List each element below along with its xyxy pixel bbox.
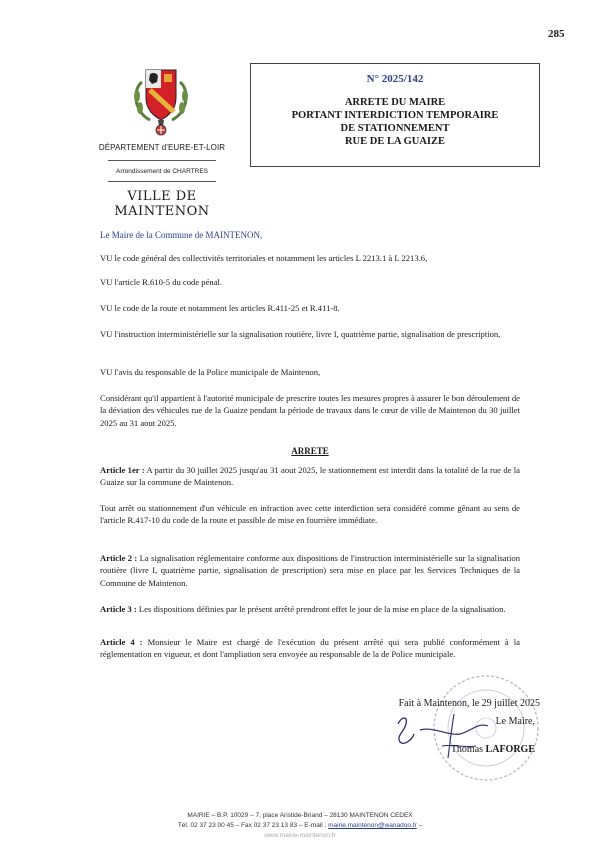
signature-role: Le Maire, [495, 716, 535, 727]
article-text: Les dispositions définies par le présent arrêté prendront effet le jour de la mise en place de la signalisation. [136, 604, 506, 614]
section-title: ARRETE [291, 446, 329, 456]
article-1-continued [100, 502, 520, 527]
department-name: DÉPARTEMENT d'EURE-ET-LOIR [98, 143, 226, 152]
vu-paragraph: VU le code général des collectivités territoriales et notamment les articles L 2213.1 à L 2213.6, [100, 253, 428, 263]
handwritten-signature [392, 706, 502, 764]
vu-paragraph: VU l'instruction interministérielle sur la signalisation routière, livre I, quatrième partie, signalisation de prescription, [100, 329, 501, 339]
article-4 [100, 636, 520, 661]
footer-email-link[interactable]: mairie.maintenon@wanadoo.fr [328, 822, 417, 829]
title-line: DE STATIONNEMENT [340, 123, 450, 134]
town-name-line1: VILLE DE [127, 189, 197, 204]
article-3 [100, 603, 520, 615]
title-line: RUE DE LA GUAIZE [344, 136, 446, 147]
page-number: 285 [548, 28, 565, 40]
signatory-name [380, 744, 535, 755]
footer-contact [60, 822, 540, 829]
vu-paragraph: VU le code de la route et notamment les articles R.411-25 et R.411-8. [100, 303, 340, 313]
article-2 [100, 552, 520, 589]
vu-paragraph: VU l'article R.610-5 du code pénal. [100, 277, 223, 287]
article-text: Monsieur le Maire est chargé de l'exécution du présent arrêté qui sera publié conformément à la réglementation en vigueur, et dont l'ampliation sera envoyée au responsable de la de Police municipale. [100, 637, 520, 660]
intro-line: Le Maire de la Commune de MAINTENON, [100, 230, 263, 240]
article-text: Tout arrêt ou stationnement d'un véhicule en infraction avec cette interdiction sera considéré comme gênant au sens de l'article R.417-10 du code de la route et passible de mise en fourrière immédiate. [100, 503, 520, 526]
article-1 [100, 464, 520, 489]
town-name-line2: MAINTENON [114, 204, 210, 219]
divider [108, 181, 216, 182]
signature-place-date: Fait à Maintenon, le 29 juillet 2025 [398, 698, 540, 709]
decree-number: N° 2025/142 [366, 73, 424, 85]
article-label: Article 4 : [100, 637, 143, 647]
title-line: PORTANT INTERDICTION TEMPORAIRE [291, 110, 499, 121]
footer-phone-fax: Tél. 02 37 23 00 45 – Fax 02 37 23 13 83 – E-mail : [177, 822, 329, 829]
footer-separator: – [416, 822, 423, 829]
divider [108, 160, 216, 161]
signatory-first-name: Thomas [450, 744, 486, 755]
title-box [250, 63, 540, 167]
footer-website-link[interactable]: www.mairie-maintenon.fr [264, 832, 336, 839]
considerant-paragraph: Considérant qu'il appartient à l'autorité municipale de prescrire toutes les mesures propres à assurer le bon déroulement de la déviation des véhicules rue de la Guaize pendant la période de travaux dans le cœur de ville de Maintenon du 30 juillet 2025 au 31 aout 2025. [100, 393, 520, 428]
arrondissement-name: Arrondissement de CHARTRES [116, 168, 208, 175]
article-label: Article 2 : [100, 553, 138, 563]
vu-paragraph: VU l'avis du responsable de la Police municipale de Maintenon, [100, 367, 321, 377]
footer-address: MAIRIE – B.P. 10029 – 7, place Aristide-Briand – 28130 MAINTENON CEDEX [187, 812, 413, 819]
article-label: Article 3 : [100, 604, 137, 614]
article-text: La signalisation réglementaire conforme aux dispositions de l'instruction interministérielle sur la signalisation routière (livre I, quatrième partie, signalisation de prescription) sera mise en place par les Services Techniques de la Commune de Maintenon. [100, 553, 520, 588]
town-crest-logo [128, 60, 194, 140]
signatory-last-name: LAFORGE [485, 744, 535, 755]
article-label: Article 1er : [100, 465, 145, 475]
article-text: A partir du 30 juillet 2025 jusqu'au 31 aout 2025, le stationnement est interdit dans la totalité de la rue de la Guaize sur la commune de Maintenon. [100, 465, 520, 488]
title-line: ARRETE DU MAIRE [344, 97, 446, 108]
